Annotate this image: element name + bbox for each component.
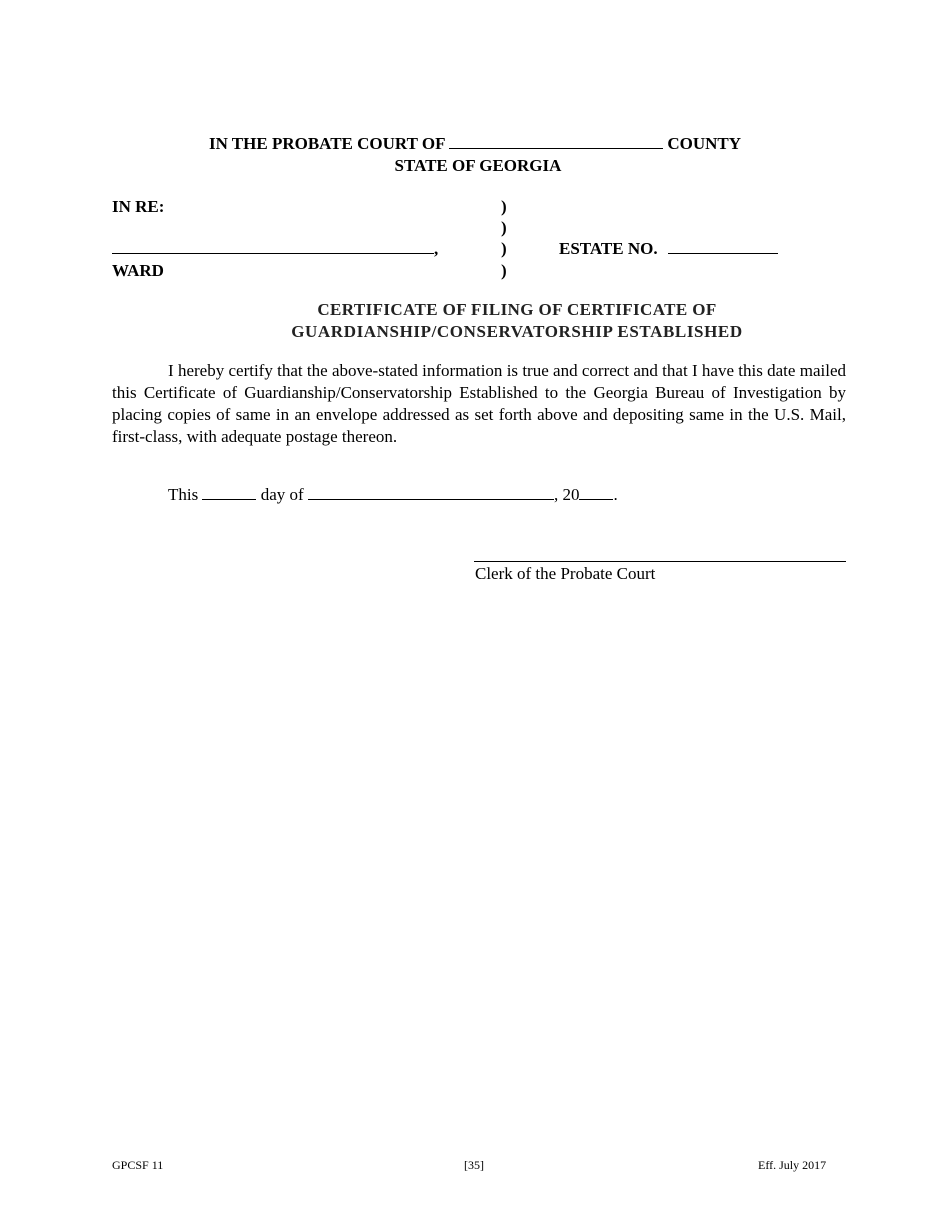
signature-line[interactable] — [474, 561, 846, 562]
county-blank[interactable] — [449, 133, 663, 149]
certification-paragraph: I hereby certify that the above-stated information is true and correct and that I have this date mailed this Certificate of Guardianship/Conservatorship Established to the Georgia Bureau of Investigation by placing copies of same in an envelope addressed as set forth above and depositing same in the U.S. Mail, first-class, with adequate postage thereon. — [112, 361, 846, 446]
state-heading: STATE OF GEORGIA — [394, 156, 562, 175]
day-of-label: day of — [260, 485, 304, 504]
caption-paren: ) — [501, 218, 507, 237]
document-title-line-2: GUARDIANSHIP/CONSERVATORSHIP ESTABLISHED — [291, 322, 743, 341]
year-prefix: , 20 — [553, 485, 580, 504]
ward-name-row — [112, 238, 438, 260]
estate-number-row — [559, 238, 778, 260]
date-period: . — [613, 485, 618, 504]
year-blank[interactable] — [579, 484, 613, 500]
court-prefix: IN THE PROBATE COURT OF — [208, 134, 445, 153]
signature-label: Clerk of the Probate Court — [475, 564, 656, 583]
court-heading — [0, 133, 950, 155]
caption-paren: ) — [501, 197, 507, 216]
caption-paren: ) — [501, 261, 507, 280]
ward-name-blank[interactable] — [112, 238, 434, 254]
date-line — [168, 484, 618, 506]
estate-number-label: ESTATE NO. — [559, 239, 658, 258]
ward-label: WARD — [112, 261, 164, 280]
footer-effective-date: Eff. July 2017 — [758, 1158, 827, 1172]
caption-paren: ) — [501, 239, 507, 258]
this-label: This — [168, 485, 199, 504]
ward-comma: , — [434, 239, 439, 258]
footer-form-id: GPCSF 11 — [112, 1158, 164, 1172]
document-title-line-1: CERTIFICATE OF FILING OF CERTIFICATE OF — [317, 300, 717, 319]
court-suffix: COUNTY — [667, 134, 742, 153]
estate-number-blank[interactable] — [668, 238, 778, 254]
in-re-label: IN RE: — [112, 197, 165, 216]
footer-page-number: [35] — [464, 1158, 484, 1172]
month-blank[interactable] — [308, 484, 554, 500]
day-blank[interactable] — [202, 484, 256, 500]
